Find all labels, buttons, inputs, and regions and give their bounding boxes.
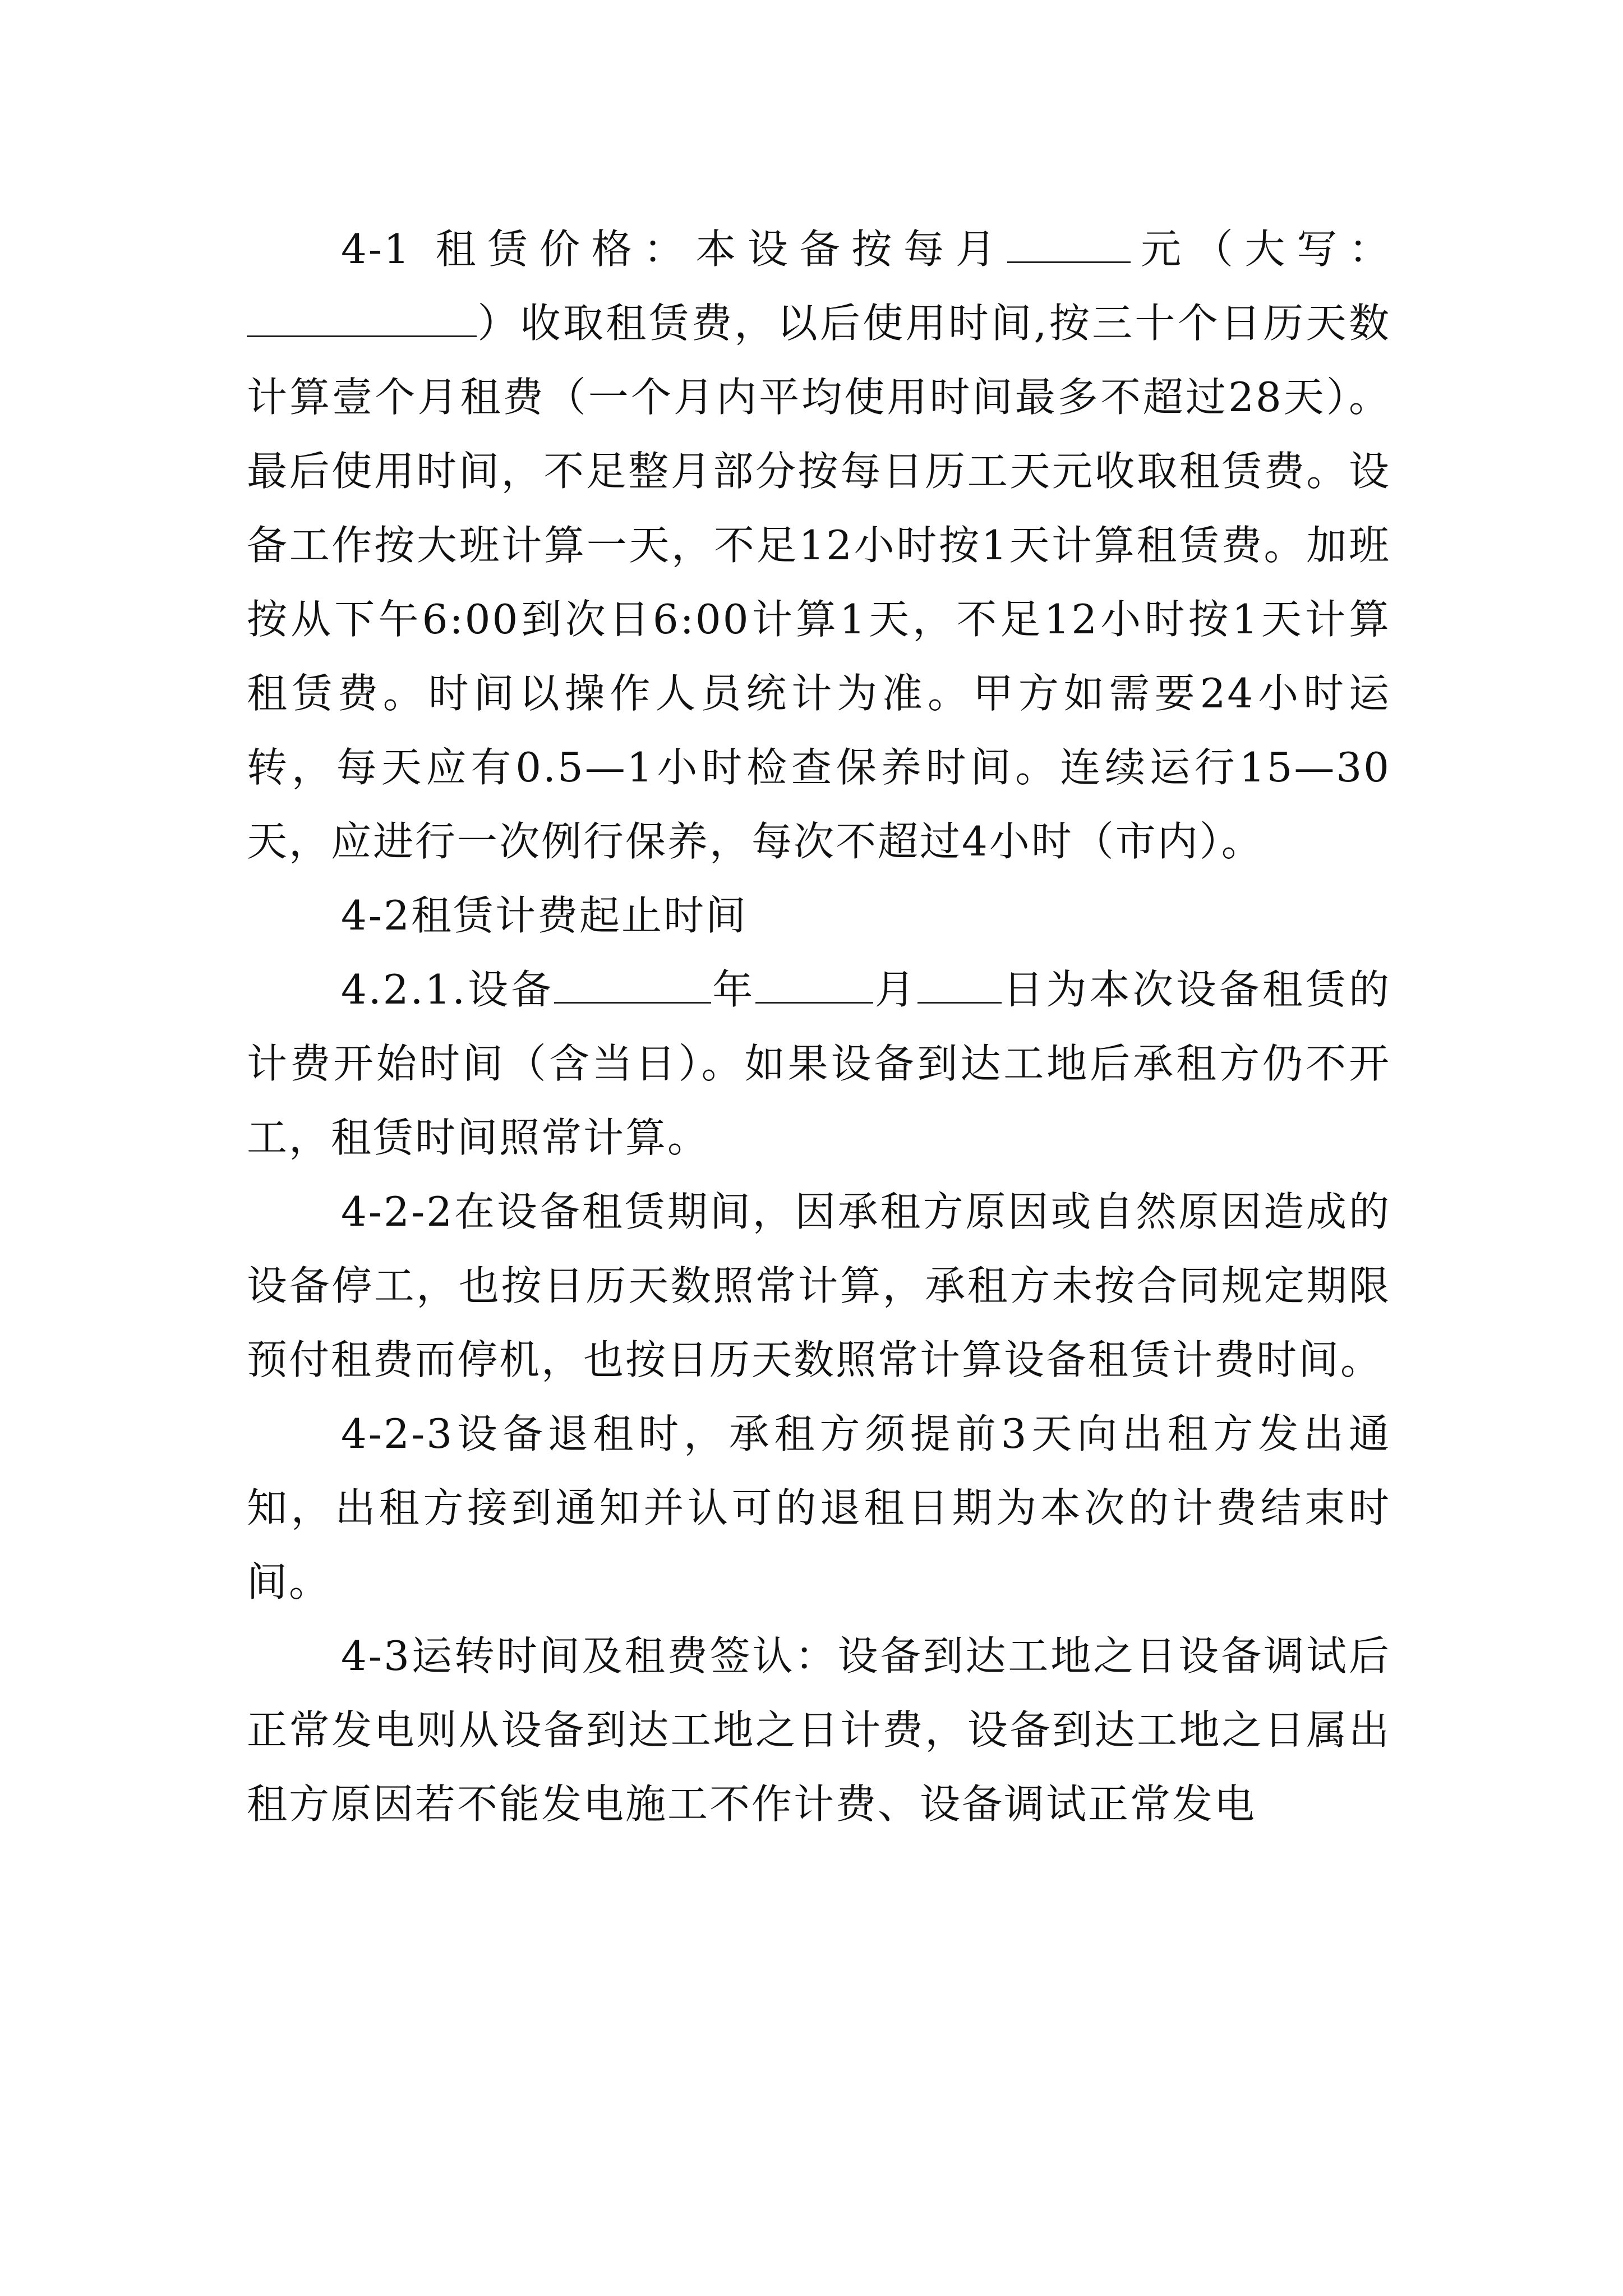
clause-4-1-yuan: 元（大写： (1131, 226, 1391, 273)
clause-4-2-1-intro: 4.2.1.设备 (341, 966, 555, 1013)
start-year-blank (554, 968, 711, 1004)
clause-4-1-body: ）收取租赁费，以后使用时间,按三十个日历天数计算壹个月租费（一个月内平均使用时间最多不超过28天）。最后使用时间，不足整月部分按每日历工天元收取租赁费。设备工作按大班计算一天，不足12小时按1天计算租赁费。加班按从下午6:00到次日6:00计算1天，不足12小时按1天计算租赁费。时间以操作人员统计为准。甲方如需要24小时运转，每天应有0.5—1小时检查保养时间。连续运行15—30天，应进行一次例行保养，每次不超过4小时（市内）。 (247, 300, 1391, 865)
clause-4-2-1 (247, 953, 1391, 1175)
monthly-price-blank (1007, 228, 1131, 263)
clause-4-2-2: 4-2-2在设备租赁期间，因承租方原因或自然原因造成的设备停工，也按日历天数照常计算，承租方未按合同规定期限预付租费而停机，也按日历天数照常计算设备租赁计费时间。 (247, 1188, 1391, 1383)
clause-4-2-3: 4-2-3设备退租时，承租方须提前3天向出租方发出通知，出租方接到通知并认可的退租日期为本次的计费结束时间。 (247, 1410, 1391, 1605)
document-page (247, 212, 1391, 1841)
price-in-words-blank (247, 302, 477, 337)
clause-4-3: 4-3运转时间及租费签认：设备到达工地之日设备调试后正常发电则从设备到达工地之日计费，设备到达工地之日属出租方原因若不能发电施工不作计费、设备调试正常发电 (247, 1632, 1391, 1828)
clause-4-2-1-body: 日为本次设备租赁的计费开始时间（含当日）。如果设备到达工地后承租方仍不开工，租赁时间照常计算。 (247, 966, 1391, 1161)
clause-4-1 (247, 212, 1391, 878)
clause-4-2-1-month-label: 月 (873, 966, 918, 1013)
clause-4-2-1-year-label: 年 (711, 966, 756, 1013)
clause-4-2-heading: 4-2租赁计费起止时间 (341, 892, 748, 939)
start-day-blank (917, 968, 1002, 1004)
start-month-blank (755, 968, 873, 1004)
clause-4-1-intro: 4-1 租赁价格：本设备按每月 (341, 226, 1008, 273)
